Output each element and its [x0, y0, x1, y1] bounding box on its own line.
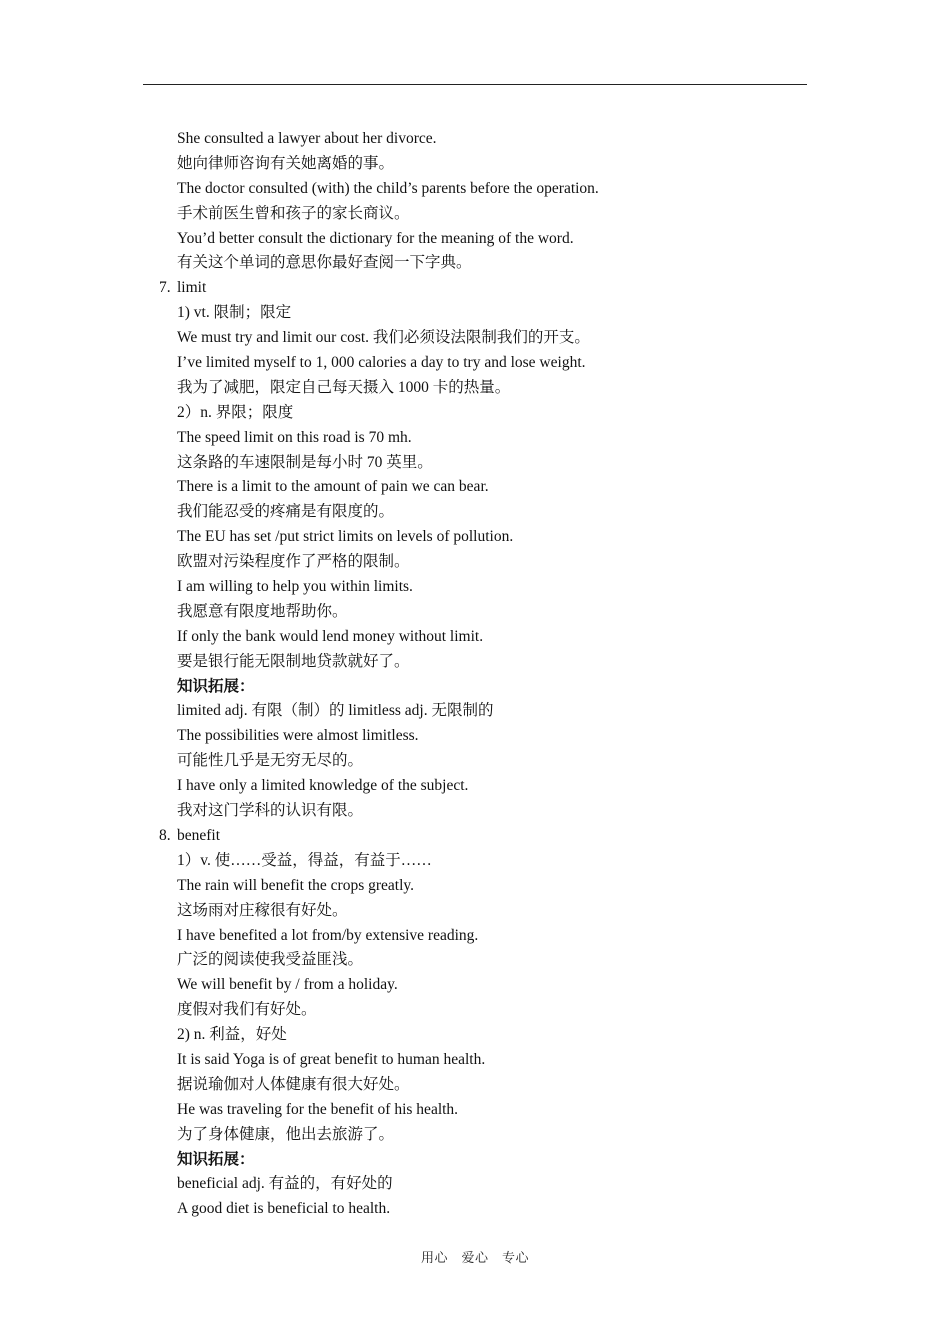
text-line — [177, 1123, 807, 1148]
text-line — [177, 849, 807, 874]
text-line — [177, 451, 807, 476]
text-line — [177, 1172, 807, 1197]
line-text: We must try and limit our cost. 我们必须设法限制我们的开支。 — [177, 329, 590, 347]
line-text: 2) n. 利益，好处 — [177, 1026, 287, 1044]
line-text: 要是银行能无限制地贷款就好了。 — [177, 652, 410, 670]
line-text: 这条路的车速限制是每小时 70 英里。 — [177, 453, 433, 471]
text-line — [177, 874, 807, 899]
line-text: 有关这个单词的意思你最好查阅一下字典。 — [177, 254, 472, 272]
text-line — [177, 625, 807, 650]
line-text: The rain will benefit the crops greatly. — [177, 876, 415, 894]
text-line — [177, 1023, 807, 1048]
line-text: 欧盟对污染程度作了严格的限制。 — [177, 553, 410, 571]
line-text: 2）n. 界限；限度 — [177, 403, 294, 421]
text-line — [177, 227, 807, 252]
line-text: 知识拓展： — [177, 1150, 255, 1168]
document-body — [159, 127, 807, 1222]
line-text: 我对这门学科的认识有限。 — [177, 802, 364, 820]
line-text: benefit — [177, 826, 221, 844]
line-text: 度假对我们有好处。 — [177, 1001, 317, 1019]
text-line — [177, 550, 807, 575]
text-line — [177, 127, 807, 152]
text-line — [177, 376, 807, 401]
line-text: limit — [177, 279, 207, 297]
text-line — [177, 177, 807, 202]
line-text: 她向律师咨询有关她离婚的事。 — [177, 154, 395, 172]
text-line — [177, 401, 807, 426]
section-heading — [177, 1148, 807, 1173]
text-line — [177, 699, 807, 724]
vocab-entry-heading — [159, 824, 807, 849]
text-line — [177, 575, 807, 600]
item-number: 7. — [159, 279, 171, 297]
header-rule — [143, 84, 807, 85]
line-text: He was traveling for the benefit of his health. — [177, 1100, 459, 1118]
line-text: beneficial adj. 有益的，有好处的 — [177, 1175, 393, 1193]
text-line — [177, 152, 807, 177]
line-text: The doctor consulted (with) the child’s parents before the operation. — [177, 179, 599, 197]
line-text: 广泛的阅读使我受益匪浅。 — [177, 951, 364, 969]
line-text: 我们能忍受的疼痛是有限度的。 — [177, 503, 395, 521]
line-text: limited adj. 有限（制）的 limitless adj. 无限制的 — [177, 702, 494, 720]
text-line — [177, 475, 807, 500]
text-line — [177, 724, 807, 749]
section-heading — [177, 675, 807, 700]
text-line — [177, 1048, 807, 1073]
text-line — [177, 1098, 807, 1123]
text-line — [177, 600, 807, 625]
line-text: 手术前医生曾和孩子的家长商议。 — [177, 204, 410, 222]
text-line — [177, 774, 807, 799]
line-text: The EU has set /put strict limits on levels of pollution. — [177, 528, 514, 546]
text-line — [177, 1197, 807, 1222]
item-number: 8. — [159, 826, 171, 844]
text-line — [177, 799, 807, 824]
line-text: I have only a limited knowledge of the subject. — [177, 777, 469, 795]
line-text: I’ve limited myself to 1, 000 calories a day to try and lose weight. — [177, 354, 586, 372]
text-line — [177, 899, 807, 924]
line-text: A good diet is beneficial to health. — [177, 1200, 391, 1218]
text-line — [177, 351, 807, 376]
text-line — [177, 525, 807, 550]
line-text: 为了身体健康，他出去旅游了。 — [177, 1125, 395, 1143]
text-line — [177, 924, 807, 949]
page-footer: 用心 爱心 专心 — [420, 1250, 529, 1265]
text-line — [177, 301, 807, 326]
text-line — [177, 251, 807, 276]
line-text: You’d better consult the dictionary for the meaning of the word. — [177, 229, 574, 247]
line-text: The speed limit on this road is 70 mh. — [177, 428, 412, 446]
line-text: I am willing to help you within limits. — [177, 578, 413, 596]
text-line — [177, 500, 807, 525]
text-line — [177, 326, 807, 351]
text-line — [177, 998, 807, 1023]
line-text: 据说瑜伽对人体健康有很大好处。 — [177, 1075, 410, 1093]
line-text: I have benefited a lot from/by extensive reading. — [177, 926, 479, 944]
line-text: 1) vt. 限制；限定 — [177, 304, 292, 322]
text-line — [177, 749, 807, 774]
line-text: 我为了减肥，限定自己每天摄入 1000 卡的热量。 — [177, 378, 511, 396]
vocab-entry-heading — [159, 276, 807, 301]
line-text: We will benefit by / from a holiday. — [177, 976, 398, 994]
line-text: If only the bank would lend money without limit. — [177, 627, 484, 645]
text-line — [177, 202, 807, 227]
line-text: 知识拓展： — [177, 677, 255, 695]
text-line — [177, 426, 807, 451]
text-line — [177, 650, 807, 675]
line-text: 可能性几乎是无穷无尽的。 — [177, 752, 364, 770]
line-text: She consulted a lawyer about her divorce. — [177, 130, 437, 147]
text-line — [177, 948, 807, 973]
line-text: 这场雨对庄稼很有好处。 — [177, 901, 348, 919]
line-text: 我愿意有限度地帮助你。 — [177, 602, 348, 620]
line-text: There is a limit to the amount of pain we can bear. — [177, 478, 489, 496]
line-text: The possibilities were almost limitless. — [177, 727, 419, 745]
line-text: It is said Yoga is of great benefit to human health. — [177, 1050, 486, 1068]
line-text: 1）v. 使……受益，得益，有益于…… — [177, 851, 432, 869]
text-line — [177, 1073, 807, 1098]
text-line — [177, 973, 807, 998]
